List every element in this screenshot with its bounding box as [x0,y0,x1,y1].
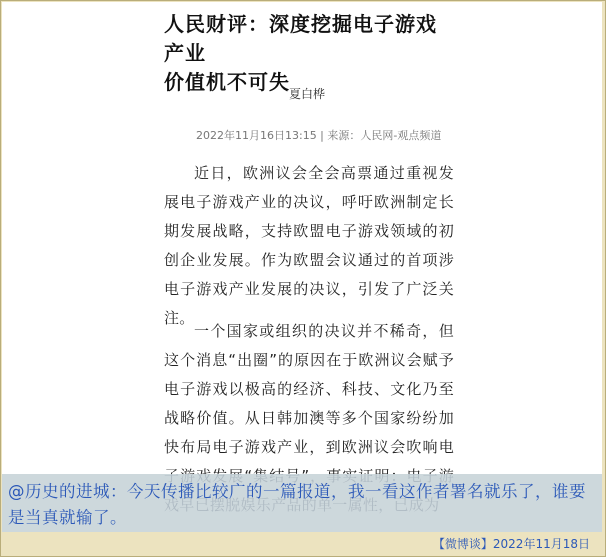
article-author: 夏白桦 [289,87,326,101]
article-meta: 2022年11月16日13:15 | 来源：人民网-观点频道 [196,129,442,142]
article [164,2,454,456]
source-footer: 【微博谈】2022年11月18日 [432,537,590,551]
article-paragraph-2: 一个国家或组织的决议并不稀奇，但这个消息“出圈”的原因在于欧洲议会赋予电子游戏以极高的经济、科技、文化乃至战略价值。从日韩加澳等多个国家纷纷加快布局电子游戏产业，到欧洲议会吹响电 [164,322,454,456]
article-paragraph-1: 近日，欧洲议会全会高票通过重视发展电子游戏产业的决议，呼吁欧洲制定长期发展战略，支持欧盟电子游戏领域的初创企业发展。作为欧盟会议通过的首项涉电子游戏产业发展的决议，引发了广泛关注。 [164,164,454,327]
article-screenshot [2,2,602,474]
article-headline [164,10,454,97]
headline-line-2: 价值机不可失 [164,70,290,94]
headline-line-1: 人民财评：深度挖掘电子游戏产业 [164,12,437,65]
weibo-comment: @历史的进城：今天传播比较广的一篇报道，我一看这作者署名就乐了，谁要是当真就输了。 [8,482,586,527]
